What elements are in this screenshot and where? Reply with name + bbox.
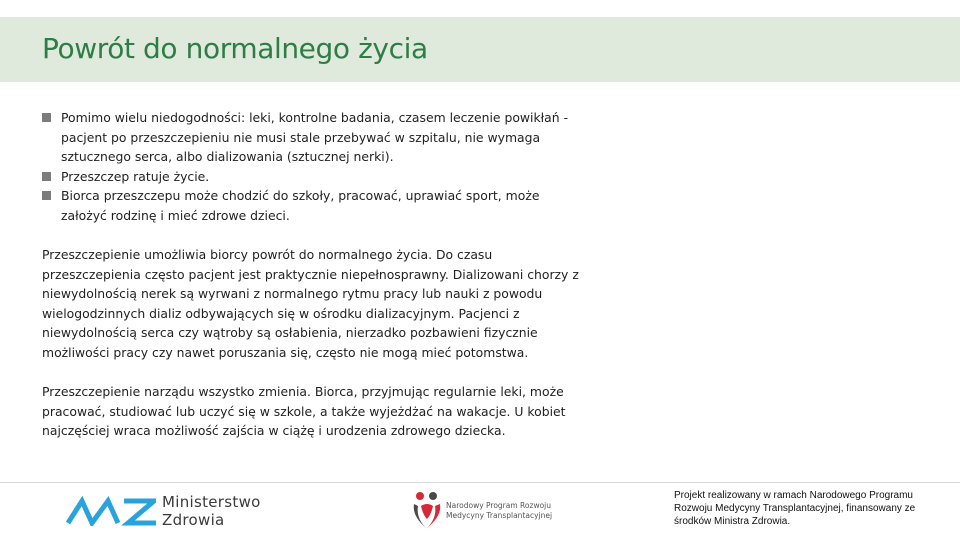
program-name xyxy=(446,501,552,521)
slide-content xyxy=(42,108,582,441)
paragraph-transplant-changes: Przeszczepienie narządu wszystko zmienia. Biorca, przyjmując regularnie leki, może pracować, studiować lub uczyć się w szkole, a także wyjeżdżać na wakacje. U kobiet najczęściej wraca możliwość zajścia w ciążę i urodzenia zdrowego dziecka. xyxy=(42,384,566,438)
paragraph-return-to-life: Przeszczepienie umożliwia biorcy powrót do normalnego życia. Do czasu przeszczepienia często pacjent jest praktycznie niepełnosprawny. Dializowani chorzy z niewydolnością nerek są wyrwani z normalnego rytmu pracy lub nauki z powodu wielogodzinnych dializ odbywających się w ośrodku dializacyjnym. Pacjenci z niewydolnością serca czy wątroby są osłabienia, nierzadko pozbawieni fizycznie możliwości pracy czy nawet poruszania się, często nie mogą mieć potomstwa. xyxy=(42,247,579,360)
ministry-name-line2: Zdrowia xyxy=(162,511,225,529)
ministry-logo-mark-icon xyxy=(66,496,156,526)
bullet-text: Pomimo wielu niedogodności: leki, kontrolne badania, czasem leczenie powikłań - pacjent po przeszczepieniu nie musi stale przebywać w szpitalu, nie wymaga sztucznego serca, albo dializowania (sztucznej nerki). xyxy=(61,110,569,164)
footer-divider xyxy=(0,482,960,483)
bullet-text: Biorca przeszczepu może chodzić do szkoły, pracować, uprawiać sport, może założyć rodzinę i mieć zdrowe dzieci. xyxy=(61,188,540,223)
project-funding-note: Projekt realizowany w ramach Narodowego Programu Rozwoju Medycyny Transplantacyjnej, finansowany ze środków Ministra Zdrowia. xyxy=(674,490,916,527)
transplant-program-logo xyxy=(410,488,570,532)
bullet-square-icon xyxy=(42,172,51,181)
bullet-item xyxy=(42,167,582,187)
program-name-line2: Medycyny Transplantacyjnej xyxy=(446,511,553,520)
bullet-square-icon xyxy=(42,191,51,200)
slide-title: Powrót do normalnego życia xyxy=(42,32,428,65)
bullet-text: Przeszczep ratuje życie. xyxy=(61,168,210,184)
ministry-name-line1: Ministerstwo xyxy=(162,493,261,511)
ministry-of-health-logo xyxy=(66,492,261,532)
bullet-item xyxy=(42,108,582,167)
program-name-line1: Narodowy Program Rozwoju xyxy=(446,501,552,510)
bullet-item xyxy=(42,186,582,225)
transplant-program-mark-icon xyxy=(410,488,444,532)
bullet-list xyxy=(42,108,582,225)
bullet-square-icon xyxy=(42,113,51,122)
